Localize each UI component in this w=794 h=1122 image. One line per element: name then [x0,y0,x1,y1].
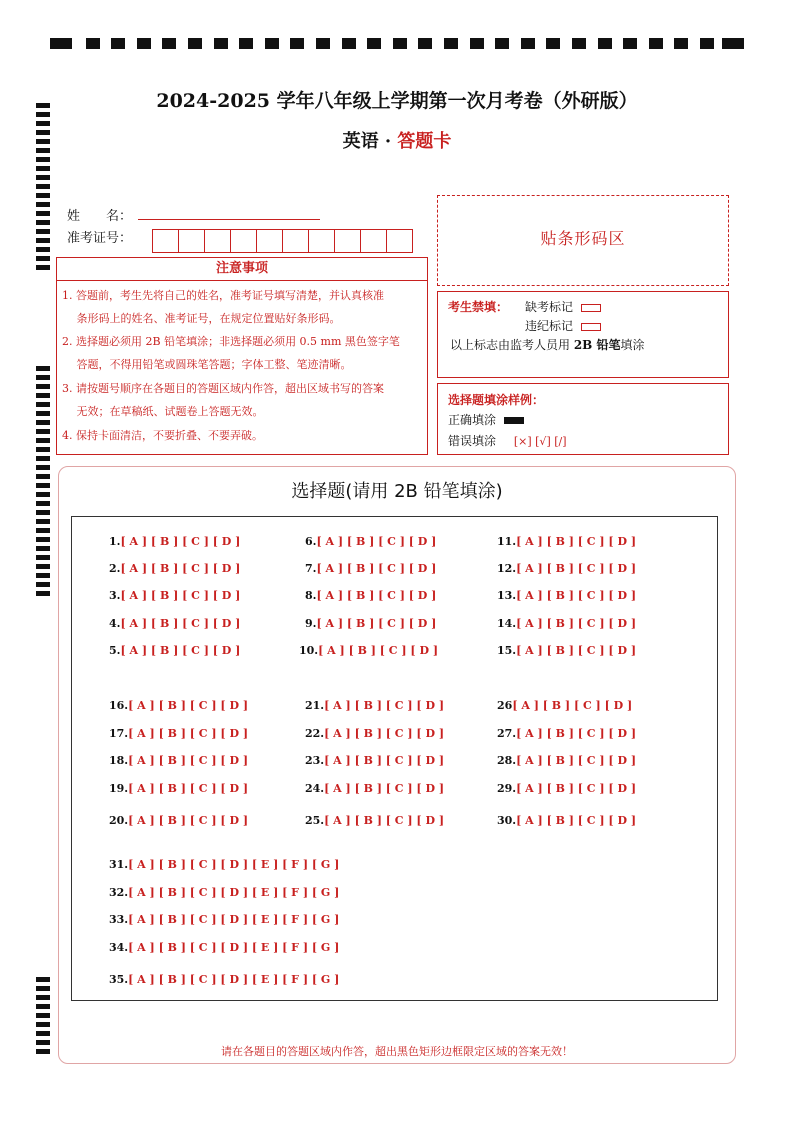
timing-mark [36,456,50,461]
notice-line: 答题，不得用铅笔或圆珠笔答题；字体工整、笔迹清晰。 [62,358,352,371]
question-row[interactable]: 2.[ A ] [ B ] [ C ] [ D ] [109,562,241,575]
timing-mark [36,202,50,207]
notice-line: 1. 答题前，考生先将自己的姓名，准考证号填写清楚，并认真核准 [62,289,384,302]
timing-mark [36,977,50,982]
barcode-area: 贴条形码区 [437,195,729,286]
proctor-label: 考生禁填： [448,300,509,314]
notice-line: 2. 选择题必须用 2B 铅笔填涂；非选择题必须用 0.5 mm 黑色签字笔 [62,335,400,348]
timing-mark [137,38,151,49]
timing-mark [239,38,253,49]
violation-mark-row [525,317,601,334]
question-row[interactable]: 15.[ A ] [ B ] [ C ] [ D ] [497,644,637,657]
timing-mark [36,375,50,380]
question-row[interactable]: 12.[ A ] [ B ] [ C ] [ D ] [497,562,637,575]
timing-mark [36,564,50,569]
exam-title: 2024-2025 学年八年级上学期第一次月考卷（外研版） [156,90,638,112]
timing-mark [36,411,50,416]
question-row[interactable]: 32.[ A ] [ B ] [ C ] [ D ] [ E ] [ F ] [ G ] [109,886,340,899]
timing-mark [265,38,279,49]
timing-mark [162,38,176,49]
timing-mark [393,38,407,49]
question-row[interactable]: 5.[ A ] [ B ] [ C ] [ D ] [109,644,241,657]
name-field[interactable] [138,219,320,220]
timing-mark [36,528,50,533]
timing-mark [36,211,50,216]
answer-sheet-subtitle [0,127,794,153]
question-row[interactable]: 20.[ A ] [ B ] [ C ] [ D ] [109,814,249,827]
timing-mark [50,38,72,49]
absent-mark-label: 缺考标记 [525,300,574,314]
timing-mark [36,229,50,234]
timing-mark [316,38,330,49]
timing-mark [36,402,50,407]
question-row[interactable]: 21.[ A ] [ B ] [ C ] [ D ] [305,699,445,712]
question-row[interactable]: 27.[ A ] [ B ] [ C ] [ D ] [497,727,637,740]
timing-mark [36,591,50,596]
timing-mark [36,366,50,371]
violation-mark-label: 违纪标记 [525,319,574,333]
question-row[interactable]: 9.[ A ] [ B ] [ C ] [ D ] [305,617,437,630]
timing-mark [36,238,50,243]
question-row[interactable]: 17.[ A ] [ B ] [ C ] [ D ] [109,727,249,740]
timing-mark [290,38,304,49]
fill-sample-title: 选择题填涂样例： [448,393,545,407]
timing-mark [36,1004,50,1009]
question-row[interactable]: 19.[ A ] [ B ] [ C ] [ D ] [109,782,249,795]
timing-mark [36,220,50,225]
timing-mark [36,184,50,189]
timing-mark [674,38,688,49]
question-row[interactable]: 16.[ A ] [ B ] [ C ] [ D ] [109,699,249,712]
timing-mark [649,38,663,49]
timing-mark [214,38,228,49]
timing-mark [36,247,50,252]
timing-mark [36,420,50,425]
wrong-fill-marks: [×] [√] [/] [513,435,567,448]
notice-line: 无效；在草稿纸、试题卷上答题无效。 [62,405,264,418]
timing-mark [36,429,50,434]
proctor-note: 以上标志由监考人员用 2B 铅笔填涂 [450,338,645,352]
question-row[interactable]: 33.[ A ] [ B ] [ C ] [ D ] [ E ] [ F ] [ G ] [109,913,340,926]
timing-mark [36,546,50,551]
question-row[interactable]: 13.[ A ] [ B ] [ C ] [ D ] [497,589,637,602]
timing-mark [36,1013,50,1018]
exam-id-boxes[interactable] [152,229,413,253]
timing-mark [36,519,50,524]
timing-mark [36,166,50,171]
question-row[interactable]: 14.[ A ] [ B ] [ C ] [ D ] [497,617,637,630]
sheet-label: 答题卡 [397,131,452,152]
timing-mark [36,265,50,270]
timing-mark [36,447,50,452]
timing-mark [36,175,50,180]
subject-label: 英语 · [342,131,398,152]
timing-mark [36,995,50,1000]
question-row[interactable]: 6.[ A ] [ B ] [ C ] [ D ] [305,535,437,548]
timing-mark [546,38,560,49]
notice-line: 条形码上的姓名、准考证号，在规定位置贴好条形码。 [62,312,341,325]
question-row[interactable]: 3.[ A ] [ B ] [ C ] [ D ] [109,589,241,602]
timing-mark [86,38,100,49]
timing-mark [36,157,50,162]
absent-mark-row [525,298,601,315]
question-row[interactable]: 4.[ A ] [ B ] [ C ] [ D ] [109,617,241,630]
question-row[interactable]: 18.[ A ] [ B ] [ C ] [ D ] [109,754,249,767]
timing-mark [36,1031,50,1036]
timing-mark [36,384,50,389]
section-title: 选择题(请用 2B 铅笔填涂) [291,481,503,502]
timing-mark [36,582,50,587]
filled-mark-icon [504,417,524,424]
timing-mark [495,38,509,49]
question-row[interactable]: 7.[ A ] [ B ] [ C ] [ D ] [305,562,437,575]
timing-mark [700,38,714,49]
timing-mark [722,38,744,49]
timing-mark [598,38,612,49]
wrong-fill-label: 错误填涂 [448,434,497,448]
question-row[interactable]: 29.[ A ] [ B ] [ C ] [ D ] [497,782,637,795]
timing-mark [36,465,50,470]
question-row[interactable]: 11.[ A ] [ B ] [ C ] [ D ] [497,535,637,548]
timing-mark [188,38,202,49]
question-row[interactable]: 28.[ A ] [ B ] [ C ] [ D ] [497,754,637,767]
timing-mark [521,38,535,49]
timing-mark [36,121,50,126]
timing-mark [36,1022,50,1027]
question-row[interactable]: 10.[ A ] [ B ] [ C ] [ D ] [299,644,439,657]
timing-mark [470,38,484,49]
timing-mark [36,537,50,542]
timing-mark [36,193,50,198]
timing-mark [36,573,50,578]
timing-mark [623,38,637,49]
exam-id-label: 准考证号： [67,231,133,246]
wrong-fill-row [448,432,567,449]
violation-mark-box[interactable] [581,323,601,331]
absent-mark-box[interactable] [581,304,601,312]
footer-warning: 请在各题目的答题区域内作答，超出黑色矩形边框限定区域的答案无效！ [221,1045,573,1058]
question-row[interactable]: 26[ A ] [ B ] [ C ] [ D ] [497,699,633,712]
question-row[interactable]: 25.[ A ] [ B ] [ C ] [ D ] [305,814,445,827]
top-timing-marks [50,38,744,50]
timing-mark [367,38,381,49]
question-row[interactable]: 35.[ A ] [ B ] [ C ] [ D ] [ E ] [ F ] [ G ] [109,973,340,986]
timing-mark [36,438,50,443]
timing-mark [36,393,50,398]
timing-mark [36,555,50,560]
timing-mark [342,38,356,49]
question-row[interactable]: 22.[ A ] [ B ] [ C ] [ D ] [305,727,445,740]
correct-fill-row [448,411,524,428]
timing-mark [36,986,50,991]
timing-mark [36,510,50,515]
timing-mark [111,38,125,49]
notice-line: 3. 请按题号顺序在各题目的答题区域内作答，超出区域书写的答案 [62,382,384,395]
notice-title: 注意事项 [57,258,427,281]
timing-mark [444,38,458,49]
timing-mark [572,38,586,49]
question-row[interactable]: 8.[ A ] [ B ] [ C ] [ D ] [305,589,437,602]
question-row[interactable]: 1.[ A ] [ B ] [ C ] [ D ] [109,535,241,548]
timing-mark [418,38,432,49]
notice-line: 4. 保持卡面清洁，不要折叠、不要弄破。 [62,429,263,442]
question-row[interactable]: 24.[ A ] [ B ] [ C ] [ D ] [305,782,445,795]
question-row[interactable]: 34.[ A ] [ B ] [ C ] [ D ] [ E ] [ F ] [ G ] [109,941,340,954]
name-label: 姓 名： [67,209,133,224]
question-row[interactable]: 23.[ A ] [ B ] [ C ] [ D ] [305,754,445,767]
correct-fill-label: 正确填涂 [448,413,497,427]
question-row[interactable]: 31.[ A ] [ B ] [ C ] [ D ] [ E ] [ F ] [ G ] [109,858,340,871]
timing-mark [36,256,50,261]
question-row[interactable]: 30.[ A ] [ B ] [ C ] [ D ] [497,814,637,827]
